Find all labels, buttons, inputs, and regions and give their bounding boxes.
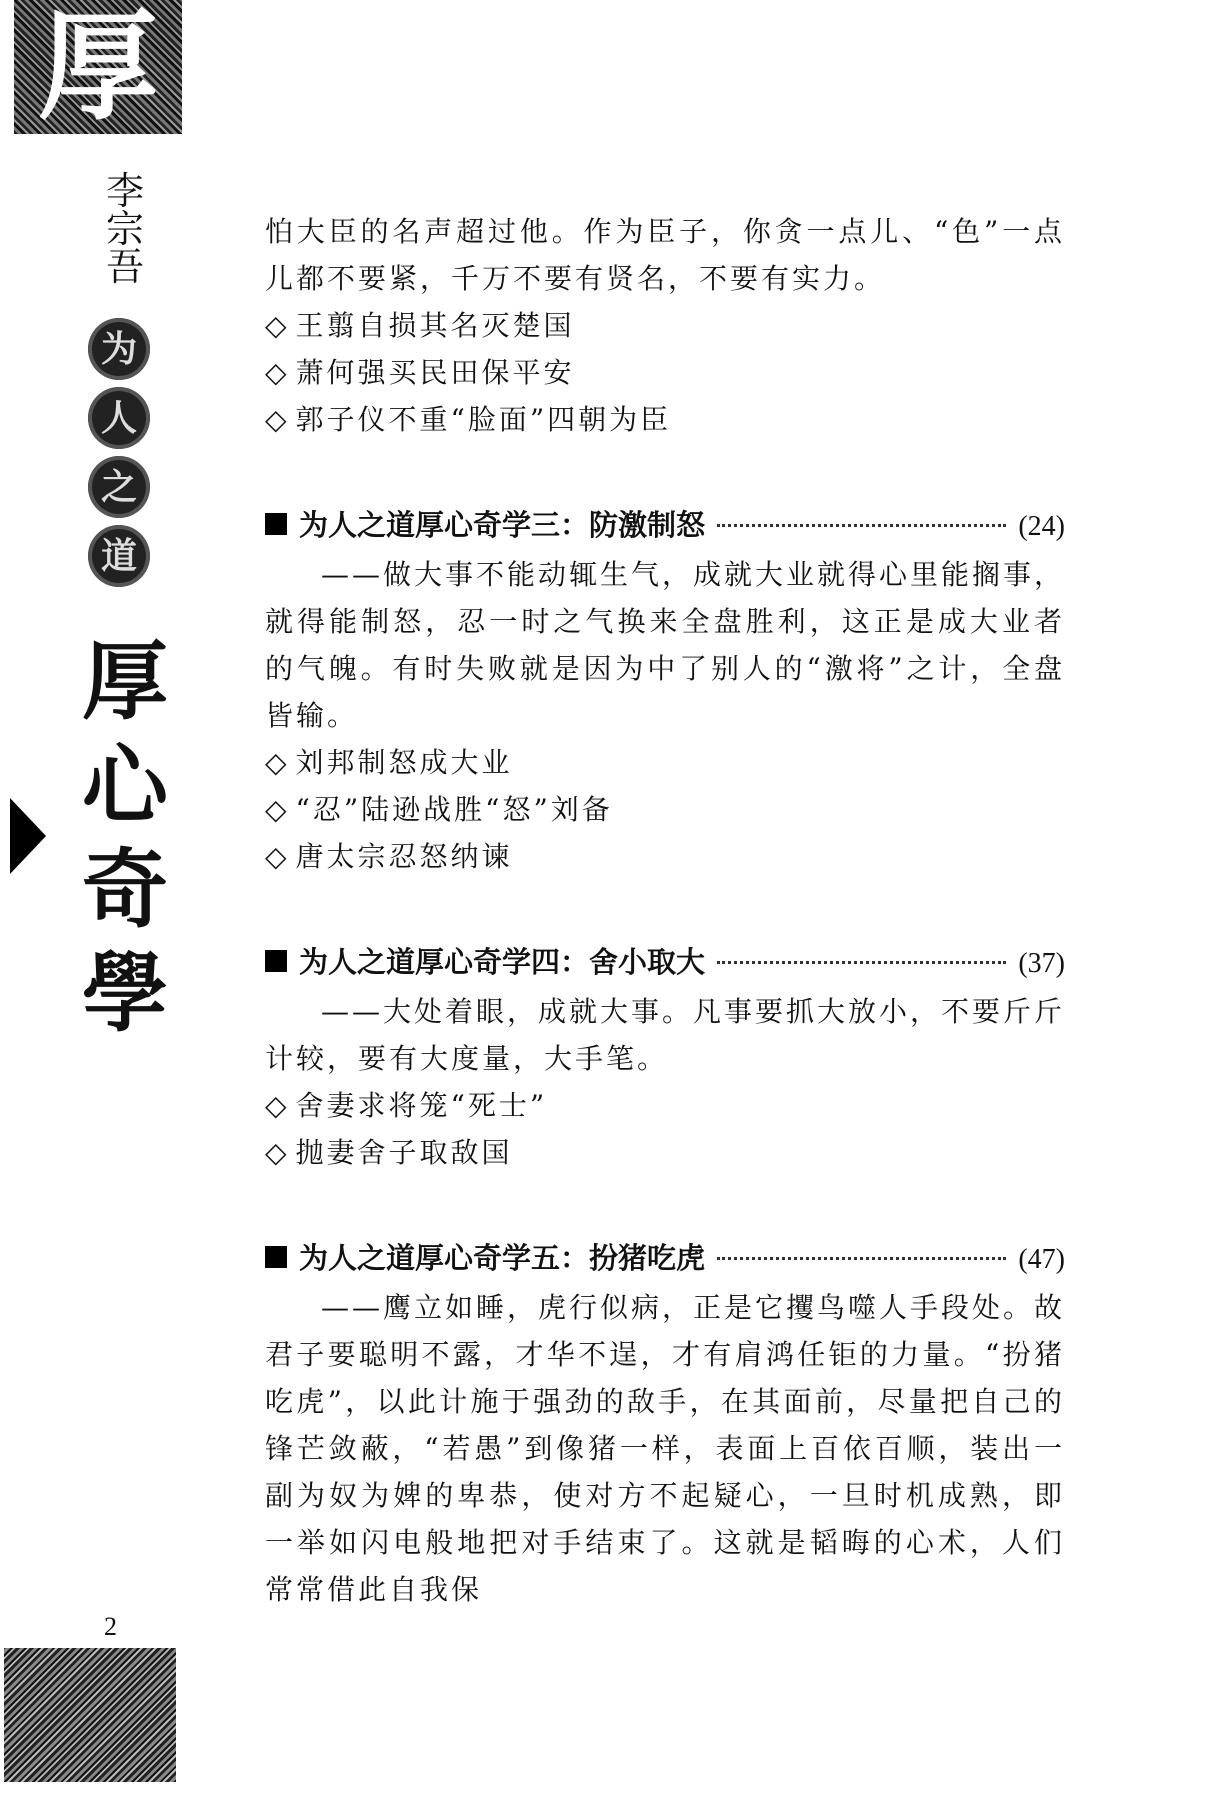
author-char: 宗	[105, 207, 144, 251]
section-heading[interactable]	[265, 938, 1065, 988]
corner-logo-top: 厚	[14, 0, 182, 134]
author-char: 吾	[105, 245, 144, 289]
diamond-bullet-icon: ◇	[265, 309, 290, 342]
section-title: 为人之道厚心奇学三：防激制怒	[299, 508, 706, 542]
author-name	[95, 169, 155, 289]
toc-item[interactable]	[265, 786, 1065, 833]
square-bullet-icon	[265, 1246, 287, 1268]
toc-item[interactable]	[265, 1082, 1065, 1129]
toc-item-label: 抛妻舍子取敌国	[295, 1136, 513, 1169]
title-char: 學	[82, 943, 168, 1044]
toc-section	[265, 908, 1065, 1176]
toc-section	[265, 1204, 1065, 1613]
toc-item[interactable]	[265, 396, 1065, 443]
diamond-bullet-icon: ◇	[265, 793, 290, 826]
section-title: 为人之道厚心奇学五：扮猪吃虎	[299, 1241, 706, 1275]
section-description: ——大处着眼，成就大事。凡事要抓大放小，不要斤斤计较，要有大度量，大手笔。	[265, 995, 1066, 1075]
title-char: 厚	[82, 631, 168, 732]
leader-dots	[717, 1257, 1006, 1260]
toc-item-label: 舍妻求将笼“死士”	[295, 1089, 548, 1122]
triangle-marker-icon	[10, 798, 46, 874]
toc-item[interactable]	[265, 1129, 1065, 1176]
corner-pattern-bottom	[4, 1648, 176, 1782]
toc-section	[265, 471, 1065, 880]
circle-char: 之	[88, 456, 150, 518]
toc-item[interactable]	[265, 302, 1065, 349]
toc-sections	[265, 471, 1065, 1613]
sidebar	[0, 0, 180, 1800]
section-heading[interactable]	[265, 501, 1065, 551]
toc-content	[265, 208, 1065, 1613]
toc-item[interactable]	[265, 739, 1065, 786]
section-title: 为人之道厚心奇学四：舍小取大	[299, 945, 706, 979]
title-char: 奇	[82, 839, 168, 940]
title-char: 心	[82, 735, 168, 836]
intro-paragraph: 怕大臣的名声超过他。作为臣子，你贪一点儿、“色”一点儿都不要紧，千万不要有贤名，不要有实力。	[265, 215, 1065, 295]
diamond-bullet-icon: ◇	[265, 1089, 290, 1122]
diamond-bullet-icon: ◇	[265, 746, 290, 779]
toc-item-label: 萧何强买民田保平安	[295, 356, 575, 389]
square-bullet-icon	[265, 950, 287, 972]
leader-dots	[717, 524, 1006, 527]
series-circles	[88, 318, 158, 594]
toc-item[interactable]	[265, 349, 1065, 396]
toc-item[interactable]	[265, 833, 1065, 880]
circle-char: 道	[88, 525, 150, 587]
leader-dots	[717, 961, 1006, 964]
toc-item-label: 郭子仪不重“脸面”四朝为臣	[295, 403, 672, 436]
section-description: ——鹰立如睡，虎行似病，正是它攫鸟噬人手段处。故君子要聪明不露，才华不逞，才有肩鸿任钜的力量。“扮猪吃虎”，以此计施于强劲的敌手，在其面前，尽量把自己的锋芒敛蔽，“若愚”到像猪一样，表面上百依百顺，装出一副为奴为婢的卑恭，使对方不起疑心，一旦时机成熟，即一举如闪电般地把对手结束了。这就是韬晦的心术，人们常常借此自我保	[265, 1291, 1066, 1606]
diamond-bullet-icon: ◇	[265, 403, 290, 436]
toc-item-label: “忍”陆逊战胜“怒”刘备	[295, 793, 613, 826]
section-page-number: (47)	[1018, 1244, 1065, 1275]
section-description: ——做大事不能动辄生气，成就大业就得心里能搁事，就得能制怒，忍一时之气换来全盘胜利，这正是成大业者的气魄。有时失败就是因为中了别人的“激将”之计，全盘皆输。	[265, 558, 1066, 732]
toc-item-label: 唐太宗忍怒纳谏	[295, 840, 513, 873]
square-bullet-icon	[265, 513, 287, 535]
toc-item-label: 王翦自损其名灭楚国	[295, 309, 575, 342]
diamond-bullet-icon: ◇	[265, 1136, 290, 1169]
section-page-number: (24)	[1018, 511, 1065, 542]
circle-char: 人	[88, 387, 150, 449]
circle-char: 为	[88, 318, 150, 380]
diamond-bullet-icon: ◇	[265, 840, 290, 873]
section-page-number: (37)	[1018, 948, 1065, 979]
diamond-bullet-icon: ◇	[265, 356, 290, 389]
book-title	[80, 630, 170, 1046]
toc-item-label: 刘邦制怒成大业	[295, 746, 513, 779]
section-heading[interactable]	[265, 1234, 1065, 1284]
author-char: 李	[105, 169, 144, 213]
intro-items	[265, 302, 1065, 443]
page-number: 2	[104, 1612, 117, 1641]
